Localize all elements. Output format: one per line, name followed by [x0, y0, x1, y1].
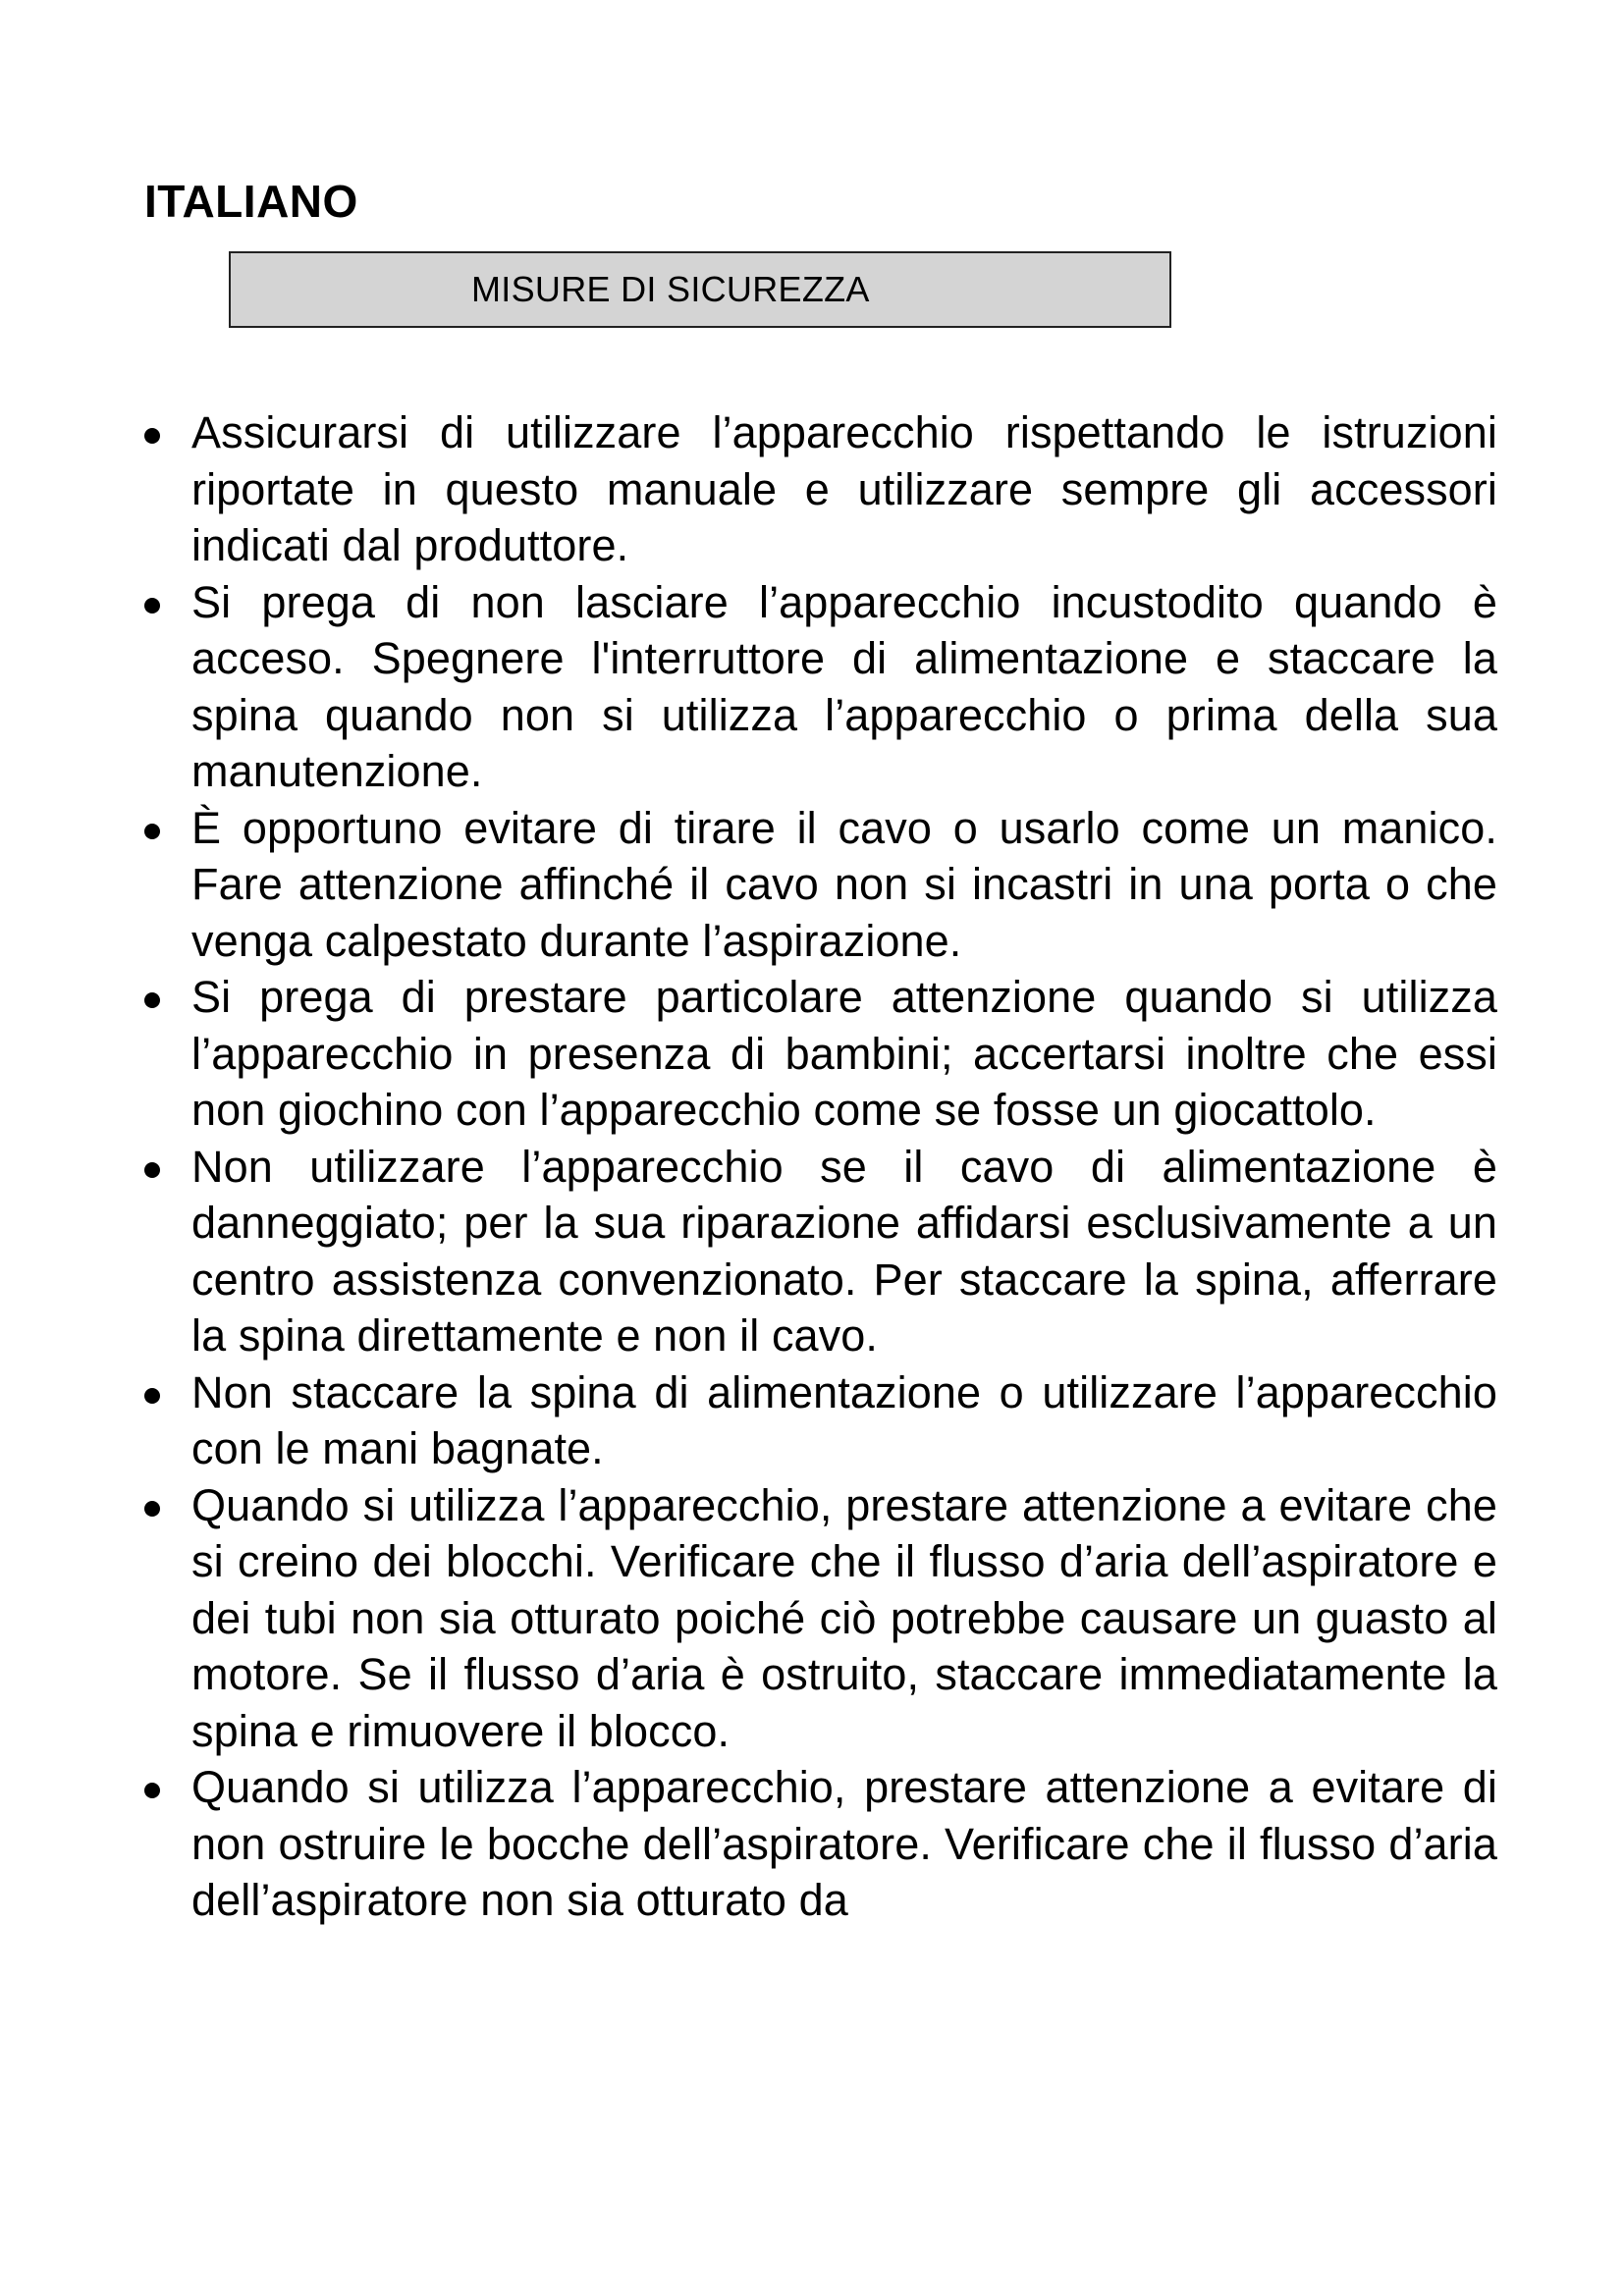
bullet-dot-icon — [144, 824, 160, 839]
bullet-text: Quando si utilizza l’apparecchio, prestare attenzione a evitare che si creino dei blocchi. Verificare che il flusso d’aria dell’aspiratore e dei tubi non sia otturato poiché ciò potrebbe causare un guasto al motore. Se il flusso d’aria è ostruito, staccare immediatamente la spina e rimuovere il blocco. — [191, 1479, 1497, 1756]
safety-bullet-item — [0, 404, 1497, 574]
bullet-text: Assicurarsi di utilizzare l’apparecchio rispettando le istruzioni riportate in questo manuale e utilizzare sempre gli accessori indicati dal produttore. — [191, 407, 1497, 570]
bullet-text: Si prega di prestare particolare attenzione quando si utilizza l’apparecchio in presenza di bambini; accertarsi inoltre che essi non giochino con l’apparecchio come se fosse un giocattolo. — [191, 972, 1497, 1135]
bullet-dot-icon — [144, 1388, 160, 1404]
bullet-dot-icon — [144, 598, 160, 614]
bullet-dot-icon — [144, 1501, 160, 1517]
safety-bullet-item — [0, 1759, 1497, 1929]
safety-bullet-item — [0, 1139, 1497, 1364]
safety-bullet-item — [0, 1477, 1497, 1760]
bullet-dot-icon — [144, 428, 160, 444]
bullet-text: È opportuno evitare di tirare il cavo o usarlo come un manico. Fare attenzione affinché il cavo non si incastri in una porta o che venga calpestato durante l’aspirazione. — [191, 802, 1497, 966]
bullet-text: Quando si utilizza l’apparecchio, prestare attenzione a evitare di non ostruire le bocche dell’aspiratore. Verificare che il flusso d’aria dell’aspiratore non sia otturato da — [191, 1762, 1497, 1925]
bullet-dot-icon — [144, 1783, 160, 1798]
bullet-dot-icon — [144, 992, 160, 1008]
safety-bullet-list — [0, 404, 1624, 1929]
section-title: MISURE DI SICUREZZA — [471, 269, 870, 309]
safety-bullet-item — [0, 800, 1497, 970]
safety-bullet-item — [0, 1364, 1497, 1477]
bullet-text: Non staccare la spina di alimentazione o utilizzare l’apparecchio con le mani bagnate. — [191, 1366, 1497, 1473]
section-title-box — [229, 251, 1171, 328]
safety-bullet-item — [0, 969, 1497, 1139]
bullet-text: Si prega di non lasciare l’apparecchio incustodito quando è acceso. Spegnere l'interruttore di alimentazione e staccare la spina quando non si utilizza l’apparecchio o prima della sua manutenzione. — [191, 576, 1497, 796]
language-heading: ITALIANO — [144, 176, 358, 227]
bullet-dot-icon — [144, 1162, 160, 1178]
bullet-text: Non utilizzare l’apparecchio se il cavo di alimentazione è danneggiato; per la sua riparazione affidarsi esclusivamente a un centro assistenza convenzionato. Per staccare la spina, afferrare la spina direttamente e non il cavo. — [191, 1141, 1497, 1361]
safety-bullet-item — [0, 574, 1497, 800]
